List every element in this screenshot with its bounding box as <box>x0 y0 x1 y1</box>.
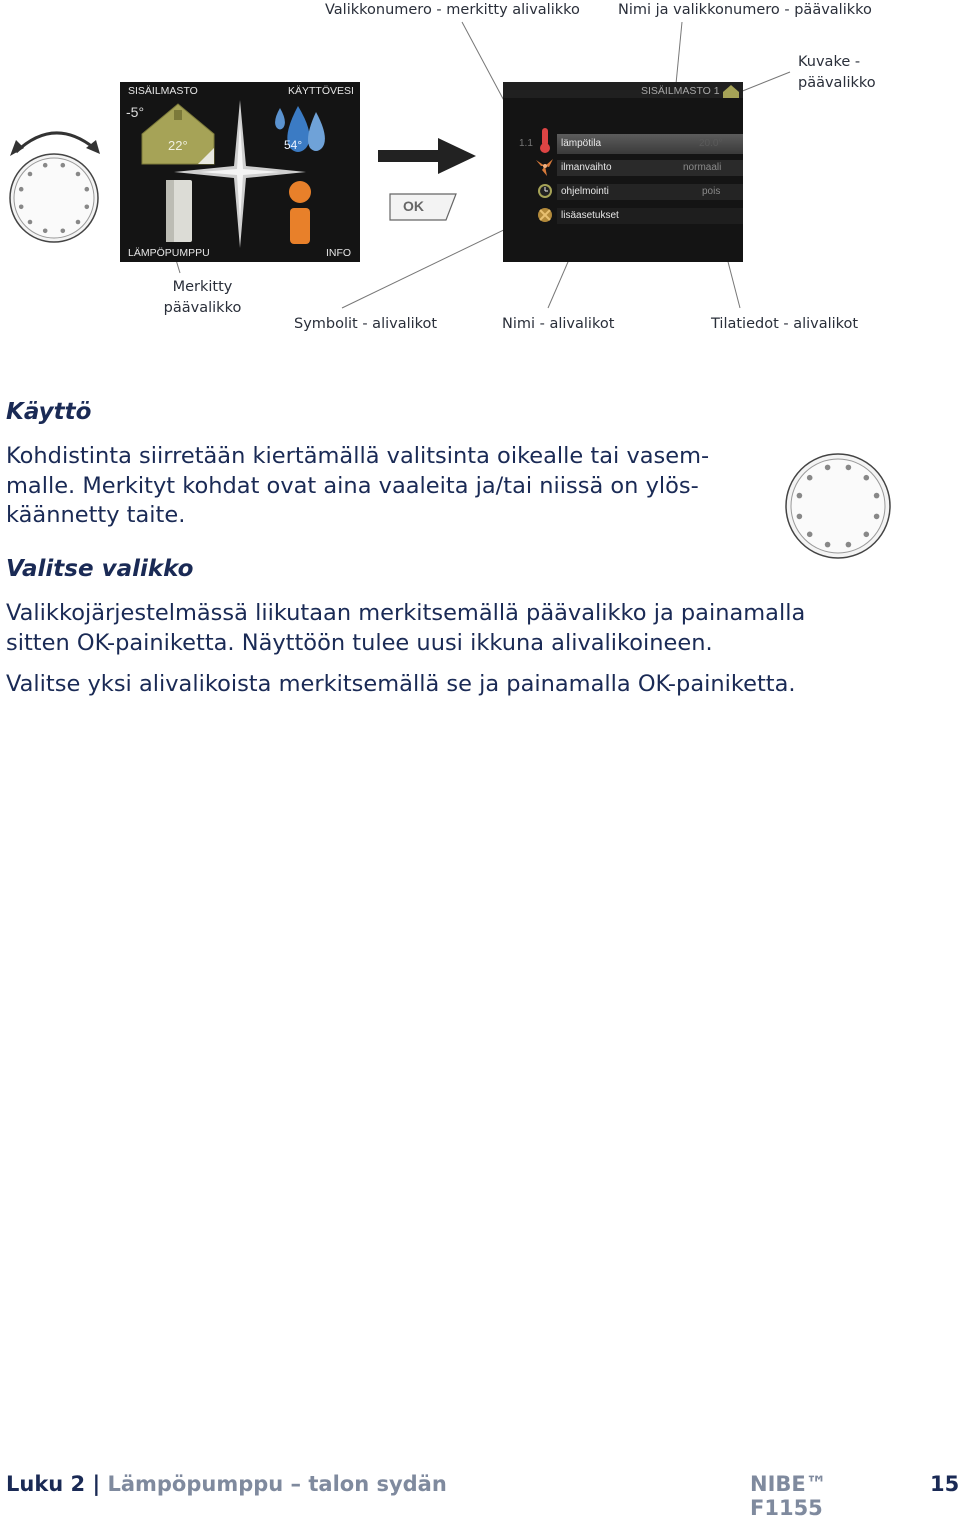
footer-separator: | <box>92 1472 101 1496</box>
knob-dot <box>846 542 852 548</box>
callout-marked-main: Merkitty päävalikko <box>163 279 242 316</box>
knob-dot <box>825 542 831 548</box>
knob-dot <box>43 163 48 168</box>
knob-dot <box>85 205 90 210</box>
knob-dot <box>43 229 48 234</box>
main-menu-bottom-right-label: INFO <box>326 247 352 259</box>
knob-dot <box>874 514 880 520</box>
callout-name-sub: Nimi - alivalikot <box>502 316 615 332</box>
knob-dot <box>76 172 81 177</box>
ok-button-label: OK <box>403 198 424 214</box>
knob-icon[interactable] <box>8 152 100 244</box>
outdoor-temp: -5° <box>126 104 145 120</box>
callout-name-number-main: Nimi ja valikkonumero - päävalikko <box>618 2 872 18</box>
section-heading-kaytto: Käyttö <box>6 399 92 425</box>
ok-button[interactable] <box>388 192 458 222</box>
water-temp: 54° <box>284 138 303 152</box>
main-menu-top-left-label: SISÄILMASTO <box>128 85 198 97</box>
section-heading-valitse-valikko: Valitse valikko <box>6 556 194 582</box>
knob-dot <box>28 172 33 177</box>
paragraph-valitse-1 <box>6 599 946 658</box>
clock-icon <box>538 184 552 198</box>
fan-icon <box>536 159 553 176</box>
heat-pump-icon <box>166 180 192 242</box>
sub-menu-screen <box>503 82 743 262</box>
knob-dot <box>85 187 90 192</box>
knob-dot <box>19 205 24 210</box>
paragraph-line: Valikkojärjestelmässä liikutaan merkitsemällä päävalikko ja painamalla <box>6 600 806 626</box>
knob-dot <box>61 229 66 234</box>
callout-icon-main: Kuvake - päävalikko <box>798 54 876 91</box>
knob-dot <box>864 532 870 538</box>
knob-dot <box>807 475 813 481</box>
callout-menu-number-sub: Valikkonumero - merkitty alivalikko <box>325 2 580 18</box>
footer-chapter <box>6 1472 447 1496</box>
house-icon <box>142 104 214 164</box>
paragraph-line: malle. Merkityt kohdat ovat aina vaaleita ja/tai niissä on ylös- <box>6 472 699 499</box>
rotate-arrow-icon <box>16 133 94 152</box>
paragraph-line: Valitse yksi alivalikoista merkitsemällä se ja painamalla OK-painiketta. <box>6 671 796 697</box>
paragraph-line: käännetty taite. <box>6 502 186 528</box>
knob-dot <box>28 220 33 225</box>
callout-status-sub: Tilatiedot - alivalikot <box>711 316 859 332</box>
footer-chapter-number: Luku 2 <box>6 1472 86 1496</box>
indoor-temp: 22° <box>168 138 188 153</box>
paragraph-kaytto <box>6 442 776 531</box>
sub-menu-item-status: normaali <box>683 162 722 173</box>
tools-icon <box>538 208 552 222</box>
sub-menu-title: SISÄILMASTO 1 <box>641 85 720 97</box>
main-menu-bottom-left-label: LÄMPÖPUMPPU <box>128 247 210 259</box>
page-number: 15 <box>930 1472 960 1496</box>
knob-dot <box>874 493 880 499</box>
footer-product: NIBE™ F1155 <box>750 1472 827 1520</box>
leader-symbols <box>342 225 514 308</box>
callout-symbols-sub: Symbolit - alivalikot <box>294 316 438 332</box>
knob-dot <box>19 187 24 192</box>
house-small-icon <box>721 84 741 98</box>
knob-dot <box>825 465 831 471</box>
knob-dot <box>846 465 852 471</box>
knob-dot <box>797 514 803 520</box>
info-icon <box>289 181 311 244</box>
sub-menu-item-name: lisäasetukset <box>561 210 619 221</box>
sub-menu-item-status: 20.0° <box>699 138 723 149</box>
leader-name-number <box>676 22 682 84</box>
footer-chapter-title: Lämpöpumppu – talon sydän <box>107 1472 447 1496</box>
paragraph-line: sitten OK-painiketta. Näyttöön tulee uusi ikkuna alivalikoineen. <box>6 629 713 656</box>
leader-icon-main <box>740 72 790 92</box>
knob-dot <box>864 475 870 481</box>
sub-menu-item-status: pois <box>702 186 721 197</box>
sub-menu-number: 1.1 <box>519 138 533 149</box>
main-menu-top-right-label: KÄYTTÖVESI <box>288 85 354 97</box>
paragraph-valitse-2 <box>6 670 946 700</box>
right-arrow-icon <box>378 150 440 162</box>
sub-menu-item-name: ohjelmointi <box>561 186 609 197</box>
paragraph-line: Kohdistinta siirretään kiertämällä valitsinta oikealle tai vasem- <box>6 443 710 469</box>
sub-menu-item-name: lämpötila <box>561 138 602 149</box>
knob-dot <box>797 493 803 499</box>
knob-dot <box>76 220 81 225</box>
knob-dot <box>61 163 66 168</box>
knob-dot <box>807 532 813 538</box>
sub-menu-item-name: ilmanvaihto <box>561 162 612 173</box>
thermometer-icon <box>540 128 550 153</box>
main-menu-screen <box>120 82 360 262</box>
knob-icon[interactable] <box>784 452 892 560</box>
